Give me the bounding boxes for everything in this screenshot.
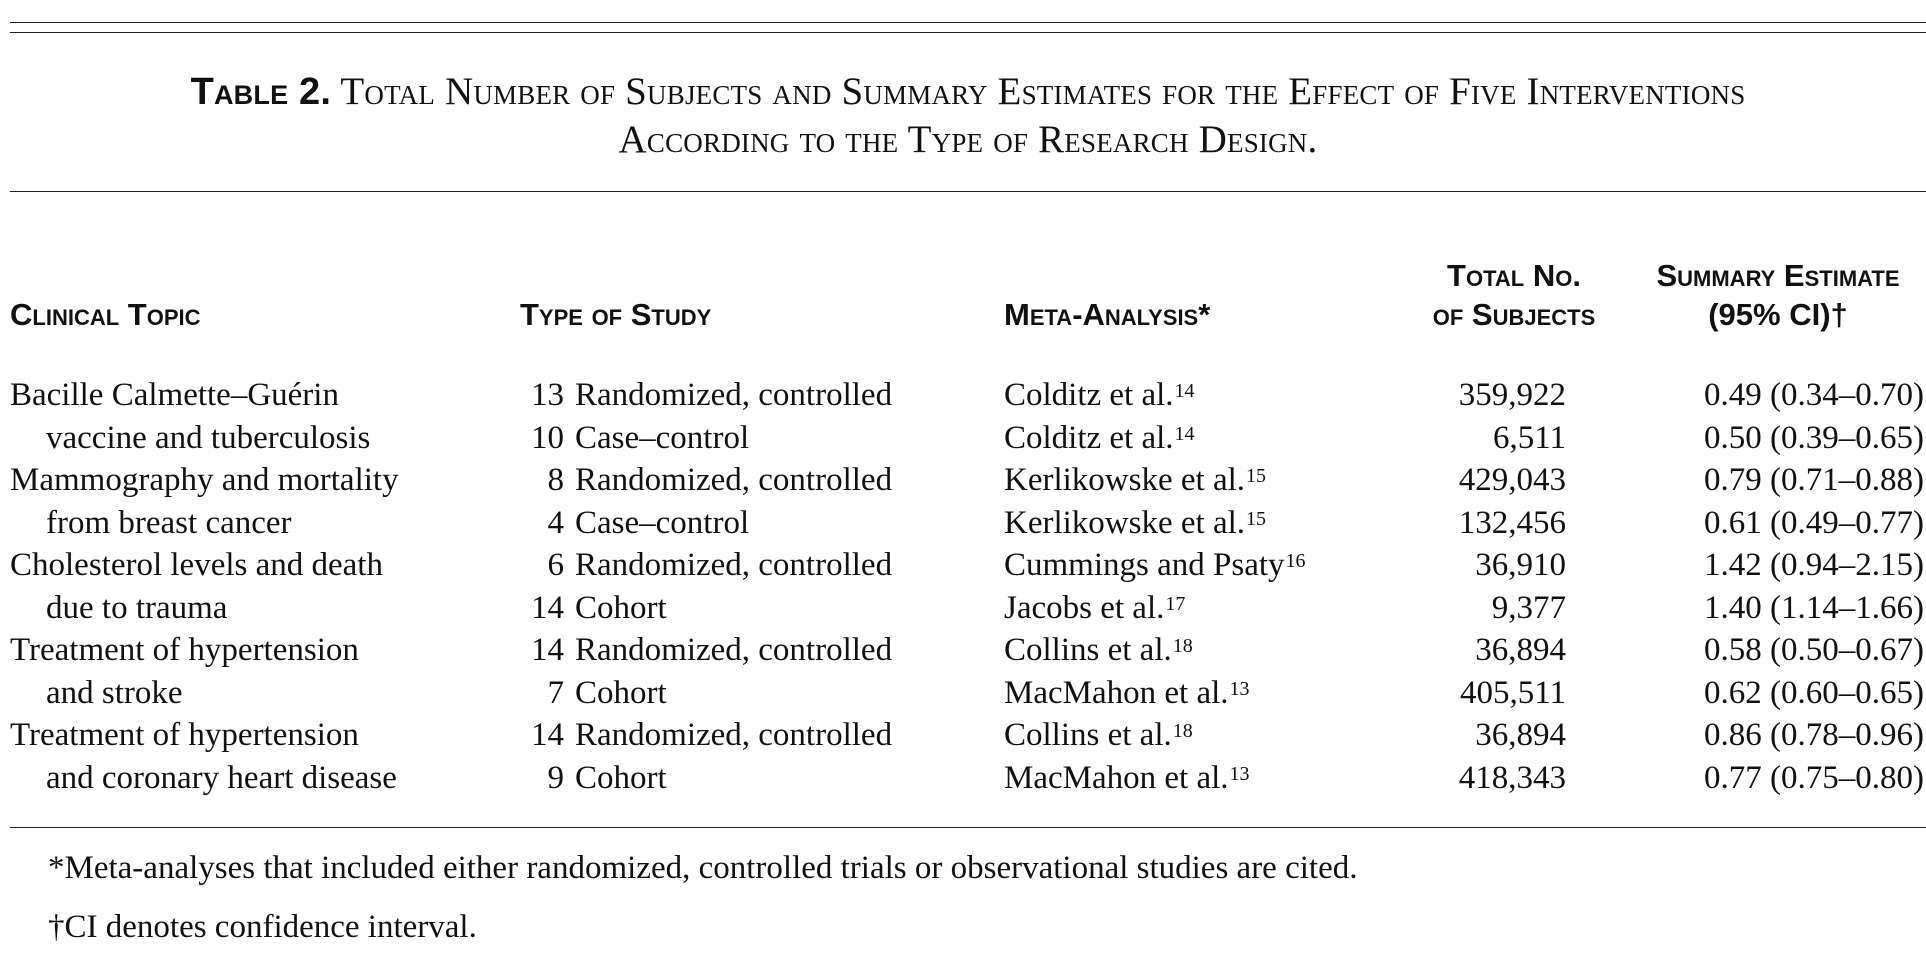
table-number: Table 2. [190, 71, 332, 113]
meta-analysis-cell [1004, 544, 1306, 587]
meta-analysis-cell [1004, 374, 1195, 417]
meta-analysis-cell [1004, 757, 1250, 800]
clinical-topic-cell: Mammography and mortality [10, 462, 399, 498]
summary-estimate-cell: 0.79 (0.71–0.88) [1704, 462, 1924, 498]
clinical-topic-cell: Cholesterol levels and death [10, 547, 383, 583]
total-subjects-cell: 418,343 [1458, 759, 1566, 796]
study-count-cell: 4 [547, 504, 564, 541]
summary-estimate-cell: 0.61 (0.49–0.77) [1704, 504, 1924, 541]
caption-line-1 [10, 68, 1926, 116]
meta-analysis-cell [1004, 714, 1193, 757]
total-subjects-cell: 429,043 [1458, 462, 1566, 498]
meta-analysis-author: Colditz et al. [1004, 377, 1174, 413]
total-subjects-cell: 132,456 [1458, 504, 1566, 541]
summary-estimate-cell: 0.58 (0.50–0.67) [1704, 632, 1924, 668]
table-row [0, 672, 1926, 715]
table-row [0, 587, 1926, 630]
clinical-topic-cell: and coronary heart disease [46, 759, 397, 796]
meta-analysis-cell [1004, 459, 1266, 502]
table-row [0, 757, 1926, 800]
clinical-topic-cell: vaccine and tuberculosis [46, 419, 371, 456]
table-row [0, 714, 1926, 757]
meta-analysis-author: Jacobs et al. [1004, 589, 1165, 626]
summary-estimate-cell: 0.50 (0.39–0.65) [1704, 419, 1924, 456]
summary-estimate-cell: 0.62 (0.60–0.65) [1704, 674, 1924, 711]
study-design-cell: Randomized, controlled [575, 462, 893, 498]
summary-header-line-2: (95% CI)† [1708, 297, 1848, 332]
study-count-cell: 8 [547, 462, 564, 498]
study-count-cell: 13 [531, 377, 564, 413]
footnote-meta-analysis: *Meta-analyses that included either randomized, controlled trials or observational studies are cited. [48, 850, 1358, 886]
summary-estimate-cell: 0.77 (0.75–0.80) [1704, 759, 1924, 796]
reference-number: 18 [1172, 720, 1193, 742]
column-header-total-subjects [1396, 256, 1632, 334]
table-body [0, 374, 1926, 799]
study-count-cell: 14 [531, 589, 564, 626]
meta-analysis-cell [1004, 502, 1266, 545]
meta-analysis-cell [1004, 672, 1250, 715]
column-header-type-of-study: Type of Study [520, 297, 712, 332]
column-header-clinical-topic: Clinical Topic [10, 297, 201, 332]
total-subjects-cell: 36,910 [1475, 547, 1566, 583]
study-design-cell: Cohort [575, 589, 667, 626]
meta-analysis-author: Collins et al. [1004, 632, 1172, 668]
table-caption [10, 68, 1926, 164]
total-subjects-cell: 6,511 [1492, 419, 1566, 456]
total-subjects-cell: 405,511 [1459, 674, 1566, 711]
summary-estimate-cell: 0.86 (0.78–0.96) [1704, 717, 1924, 753]
study-design-cell: Case–control [575, 504, 750, 541]
total-subjects-cell: 36,894 [1475, 632, 1566, 668]
summary-estimate-cell: 0.49 (0.34–0.70) [1704, 377, 1924, 413]
clinical-topic-cell: from breast cancer [46, 504, 292, 541]
caption-title-line-2: According to the Type of Research Design. [618, 118, 1318, 161]
study-count-cell: 7 [547, 674, 564, 711]
total-subjects-cell: 359,922 [1458, 377, 1566, 413]
meta-analysis-author: Cummings and Psaty [1004, 547, 1285, 583]
table-row [0, 374, 1926, 417]
reference-number: 13 [1229, 677, 1250, 700]
total-header-line-1: Total No. [1447, 258, 1581, 293]
reference-number: 14 [1174, 380, 1195, 402]
column-header-summary-estimate [1630, 256, 1926, 334]
meta-analysis-cell [1004, 417, 1195, 460]
reference-number: 17 [1165, 592, 1186, 615]
top-rule-inner [10, 32, 1926, 33]
meta-analysis-cell [1004, 629, 1193, 672]
study-design-cell: Cohort [575, 674, 667, 711]
meta-analysis-author: MacMahon et al. [1004, 759, 1229, 796]
study-design-cell: Randomized, controlled [575, 547, 893, 583]
total-subjects-cell: 9,377 [1491, 589, 1566, 626]
reference-number: 13 [1229, 762, 1250, 785]
column-header-meta-analysis: Meta-Analysis* [1004, 297, 1211, 332]
meta-analysis-author: Collins et al. [1004, 717, 1172, 753]
clinical-topic-cell: Treatment of hypertension [10, 717, 359, 753]
reference-number: 15 [1246, 507, 1267, 530]
clinical-topic-cell: Treatment of hypertension [10, 632, 359, 668]
meta-analysis-author: Colditz et al. [1004, 419, 1174, 456]
total-subjects-cell: 36,894 [1475, 717, 1566, 753]
reference-number: 16 [1285, 550, 1306, 572]
table-row [0, 417, 1926, 460]
top-rule [10, 22, 1926, 23]
total-header-line-2: of Subjects [1432, 297, 1596, 332]
study-count-cell: 10 [531, 419, 564, 456]
study-design-cell: Case–control [575, 419, 750, 456]
study-design-cell: Randomized, controlled [575, 717, 893, 753]
meta-analysis-author: Kerlikowske et al. [1004, 504, 1246, 541]
study-count-cell: 9 [547, 759, 564, 796]
study-design-cell: Randomized, controlled [575, 632, 893, 668]
reference-number: 14 [1174, 422, 1195, 445]
study-design-cell: Cohort [575, 759, 667, 796]
clinical-topic-cell: due to trauma [46, 589, 228, 626]
reference-number: 18 [1172, 635, 1193, 657]
footnote-confidence-interval: †CI denotes confidence interval. [48, 909, 477, 945]
footer-rule [10, 827, 1926, 828]
meta-analysis-author: Kerlikowske et al. [1004, 462, 1246, 498]
clinical-topic-cell: and stroke [46, 674, 183, 711]
summary-estimate-cell: 1.42 (0.94–2.15) [1704, 547, 1924, 583]
reference-number: 15 [1246, 465, 1267, 487]
meta-analysis-author: MacMahon et al. [1004, 674, 1229, 711]
meta-analysis-cell [1004, 587, 1185, 630]
table-row [0, 629, 1926, 672]
table-row [0, 459, 1926, 502]
study-count-cell: 14 [531, 717, 564, 753]
summary-header-line-1: Summary Estimate [1656, 258, 1900, 293]
caption-title-line-1: Total Number of Subjects and Summary Estimates for the Effect of Five Interventions [340, 70, 1746, 113]
clinical-topic-cell: Bacille Calmette–Guérin [10, 377, 339, 413]
header-rule [10, 191, 1926, 192]
table-row [0, 502, 1926, 545]
summary-estimate-cell: 1.40 (1.14–1.66) [1704, 589, 1924, 626]
study-design-cell: Randomized, controlled [575, 377, 893, 413]
study-count-cell: 6 [547, 547, 564, 583]
table-row [0, 544, 1926, 587]
study-count-cell: 14 [531, 632, 564, 668]
